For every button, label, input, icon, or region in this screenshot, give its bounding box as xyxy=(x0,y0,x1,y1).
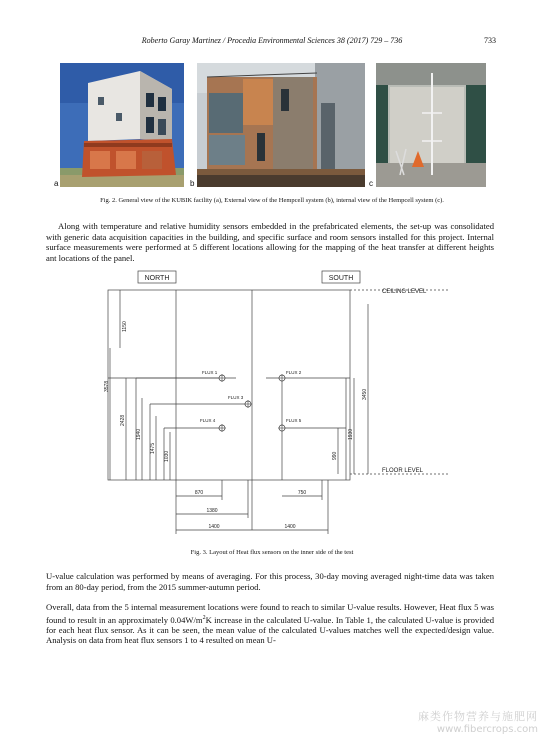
photo-label-b: b xyxy=(190,179,195,188)
figure-2-caption: Fig. 2. General view of the KUBIK facility (a), External view of the Hempcell system (b), internal view of the Hempcell system (c). xyxy=(100,197,444,204)
paragraph-results xyxy=(46,602,494,646)
photo-label-c: c xyxy=(369,179,373,188)
dim-3578: 3578 xyxy=(104,380,110,392)
floor-level-label: FLOOR LEVEL xyxy=(382,468,424,474)
south-label: SOUTH xyxy=(328,275,354,282)
dim-1475: 1475 xyxy=(150,442,156,454)
dim-3450: 3450 xyxy=(362,388,368,400)
flux-5-label: FLUX 5 xyxy=(286,418,302,423)
watermark-line-2: www.fibercrops.com xyxy=(436,724,538,735)
flux-1-label: FLUX 1 xyxy=(202,370,218,375)
dim-1150: 1150 xyxy=(122,321,128,332)
flux-4-label: FLUX 4 xyxy=(200,418,216,423)
figure-3-caption: Fig. 3. Layout of Heat flux sensors on the inner side of the test xyxy=(190,549,354,556)
paragraph-sensors: Along with temperature and relative humidity sensors embedded in the prefabricated elements, the set-up was consolidated with generic data acquisition capacities in the building, and specific surface and room sensors installed for this project. Internal surface measurements were performed at 5 different locations allowing for the mapping of the heat transfer at different heights ant locations of the panel. xyxy=(46,221,494,263)
dim-870: 870 xyxy=(194,490,204,496)
dim-1400-left: 1400 xyxy=(208,524,220,530)
figure-2-photos xyxy=(54,63,486,189)
results-text-part2: K increase in the calculated U-value. In Table 1, the calculated U-value is provided for each heat flux sensor. As it can be seen, the mean value of the calculated U-values matches well the expected/design value. Analysis on data from heat flux sensors 1 to 4 resulted on mean U- xyxy=(46,614,494,646)
paragraph-u-value-method: U-value calculation was performed by means of averaging. For this process, 30-day moving averaged night-time data was taken from an 80-day period, from the 2015 summer-autumn period. xyxy=(46,571,494,592)
running-header xyxy=(0,36,544,48)
dim-990: 990 xyxy=(332,451,338,460)
dim-1030: 1030 xyxy=(164,450,170,462)
dim-1380: 1380 xyxy=(206,508,218,514)
north-label: NORTH xyxy=(144,275,170,282)
photo-kubik-facility xyxy=(60,63,184,187)
photo-label-a: a xyxy=(54,179,59,188)
dim-1930: 1930 xyxy=(348,428,354,440)
watermark xyxy=(418,708,538,735)
photo-hempcell-external xyxy=(197,63,365,187)
page-number: 733 xyxy=(484,36,496,45)
dim-1400-right: 1400 xyxy=(284,524,296,530)
flux-3-label: FLUX 3 xyxy=(228,395,244,400)
figure-3-diagram xyxy=(96,268,448,540)
superscript-2: 2 xyxy=(202,614,206,621)
results-text-part1: Overall, data from the 5 internal measurement locations were found to reach to similar U-value results. However, Heat flux 5 was found to result in an approximately 0.04W/m xyxy=(46,602,494,625)
dim-750: 750 xyxy=(297,490,307,496)
journal-header: Roberto Garay Martinez / Procedia Environmental Sciences 38 (2017) 729 – 736 xyxy=(141,36,403,45)
watermark-line-1: 麻类作物营养与施肥网 xyxy=(418,710,538,723)
dim-1940: 1940 xyxy=(136,428,142,440)
ceiling-level-label: CEILING LEVEL xyxy=(382,289,427,295)
dim-2428: 2428 xyxy=(120,414,126,426)
flux-2-label: FLUX 2 xyxy=(286,370,302,375)
photo-hempcell-internal xyxy=(376,63,486,187)
